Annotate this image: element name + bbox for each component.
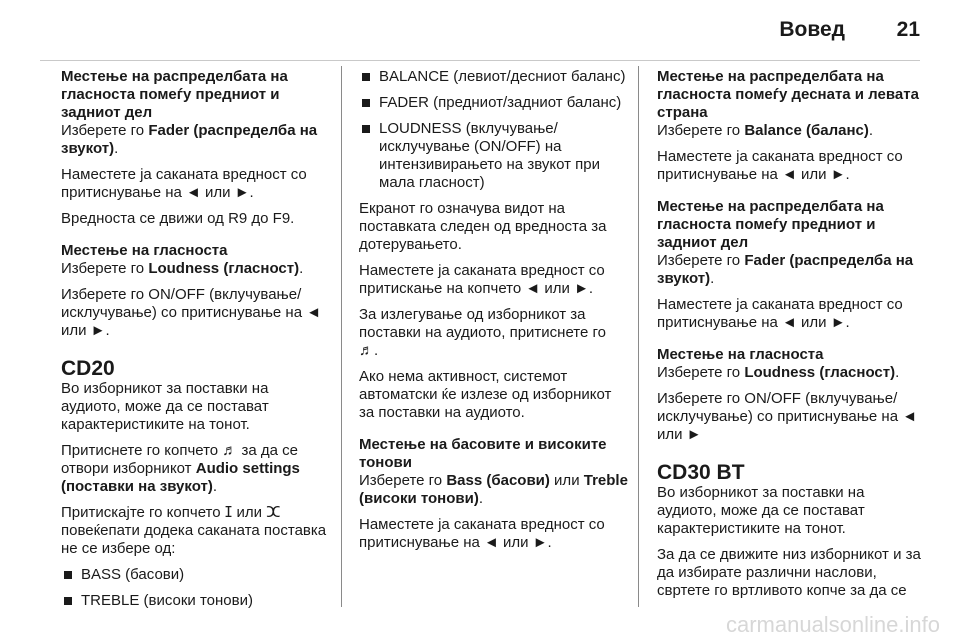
fader-select-text-2 bbox=[657, 252, 927, 288]
column-2 bbox=[359, 68, 629, 560]
text-fragment: Изберете го bbox=[657, 252, 745, 269]
column-1 bbox=[61, 68, 331, 618]
text-fragment: Изберете го bbox=[61, 260, 149, 277]
section-heading-fader: Местење на распределбата на гласноста помеѓу предниот и задниот дел bbox=[61, 68, 288, 121]
text-fragment: . bbox=[895, 364, 900, 381]
adjust-value-text: Наместете ја саканата вредност со притискање на копчето ◄ или ►. bbox=[359, 262, 605, 297]
menu-item-loudness: Loudness (гласност) bbox=[148, 260, 300, 277]
loudness-adjust-text: Изберете го ON/OFF (вклучување/исклучување) со притиснување на ◄ или ►. bbox=[61, 286, 322, 339]
section-heading-loudness-2: Местење на гласноста bbox=[657, 346, 824, 363]
settings-list-continued bbox=[359, 68, 629, 192]
section-heading-cd30bt: CD30 BT bbox=[657, 461, 745, 484]
section-heading-fader-2: Местење на распределбата на гласноста помеѓу предниот и задниот дел bbox=[657, 198, 884, 251]
loudness-select-text-2 bbox=[657, 364, 927, 382]
list-item: BALANCE (левиот/десниот баланс) bbox=[359, 68, 629, 86]
settings-list bbox=[61, 566, 331, 610]
list-item: LOUDNESS (вклучување/исклучување (ON/OFF) на интензивирањето на звукот при мала гласност) bbox=[359, 120, 629, 192]
menu-item-fader-2: Fader (распределба на звукот) bbox=[657, 252, 914, 287]
cd30bt-intro-text: Во изборникот за поставки на аудиото, може да се постават карактеристиките на тонот. bbox=[657, 484, 865, 537]
display-info-text: Екранот го означува видот на поставката следен од вредноста за дотерувањето. bbox=[359, 200, 607, 253]
menu-item-balance: Balance (баланс) bbox=[744, 122, 869, 139]
menu-item-bass: Bass (басови) bbox=[446, 472, 550, 489]
column-divider-1 bbox=[341, 66, 342, 607]
page-title: Вовед bbox=[779, 18, 845, 41]
text-fragment: Изберете го bbox=[657, 122, 745, 139]
text-fragment: . bbox=[114, 140, 119, 157]
auto-exit-text: Ако нема активност, системот автоматски ќе излезе од изборникот за поставки на аудиото. bbox=[359, 368, 612, 421]
list-item: BASS (басови) bbox=[61, 566, 331, 584]
fader-adjust-text: Наместете ја саканата вредност со притиснување на ◄ или ►. bbox=[61, 166, 307, 201]
menu-item-treble: Treble (високи тонови) bbox=[359, 472, 628, 507]
text-fragment: Изберете го bbox=[657, 364, 745, 381]
balance-adjust-text: Наместете ја саканата вредност со притиснување на ◄ или ►. bbox=[657, 148, 903, 183]
text-fragment: . bbox=[212, 478, 217, 495]
menu-item-loudness-2: Loudness (гласност) bbox=[744, 364, 896, 381]
cd20-select-text: Притискајте го копчето ⵊ или ⵋ повеќепати додека саканата поставка не се избере од: bbox=[61, 504, 327, 557]
section-heading-balance: Местење на распределбата на гласноста помеѓу десната и левата страна bbox=[657, 68, 919, 121]
section-heading-loudness: Местење на гласноста bbox=[61, 242, 228, 259]
list-item: FADER (предниот/задниот баланс) bbox=[359, 94, 629, 112]
section-heading-cd20: CD20 bbox=[61, 357, 115, 380]
text-fragment: . bbox=[868, 122, 874, 139]
list-item: TREBLE (високи тонови) bbox=[61, 592, 331, 610]
exit-menu-text: За излегување од изборникот за поставки на аудиото, притиснете го ♬. bbox=[359, 306, 606, 359]
page-header bbox=[0, 0, 960, 60]
menu-item-fader: Fader (распределба на звукот) bbox=[61, 122, 318, 157]
fader-range-text: Вредноста се движи од R9 до F9. bbox=[61, 210, 295, 227]
text-fragment: Изберете го bbox=[61, 122, 149, 139]
loudness-select-text bbox=[61, 260, 331, 278]
header-divider bbox=[40, 60, 920, 61]
text-fragment: . bbox=[478, 490, 483, 507]
fader-adjust-text-2: Наместете ја саканата вредност со притиснување на ◄ или ►. bbox=[657, 296, 903, 331]
text-fragment: Притиснете го копчето ♬ за да се отвори изборникот bbox=[61, 442, 298, 477]
column-3 bbox=[657, 68, 927, 608]
page-number: 21 bbox=[896, 18, 920, 41]
bass-treble-select-text bbox=[359, 472, 629, 508]
menu-item-audio-settings: Audio settings (поставки на звукот) bbox=[61, 460, 300, 495]
fader-select-text bbox=[61, 122, 331, 158]
cd20-open-menu-text bbox=[61, 442, 331, 496]
bass-treble-adjust-text: Наместете ја саканата вредност со притиснување на ◄ или ►. bbox=[359, 516, 605, 551]
balance-select-text bbox=[657, 122, 927, 140]
column-divider-2 bbox=[638, 66, 639, 607]
cd20-intro-text: Во изборникот за поставки на аудиото, може да се постават карактеристиките на тонот. bbox=[61, 380, 269, 433]
text-fragment: или bbox=[549, 472, 584, 489]
loudness-adjust-text-2: Изберете го ON/OFF (вклучување/исклучување) со притиснување на ◄ или ► bbox=[657, 390, 918, 443]
section-heading-bass-treble: Местење на басовите и високите тонови bbox=[359, 436, 607, 471]
watermark-text: carmanualsonline.info bbox=[725, 612, 940, 637]
cd30bt-navigate-text: За да се движите низ изборникот и за да избирате различни наслови, свртете го вртливото копче за да се bbox=[657, 546, 921, 599]
text-fragment: Изберете го bbox=[359, 472, 447, 489]
text-fragment: . bbox=[710, 270, 715, 287]
text-fragment: . bbox=[299, 260, 304, 277]
